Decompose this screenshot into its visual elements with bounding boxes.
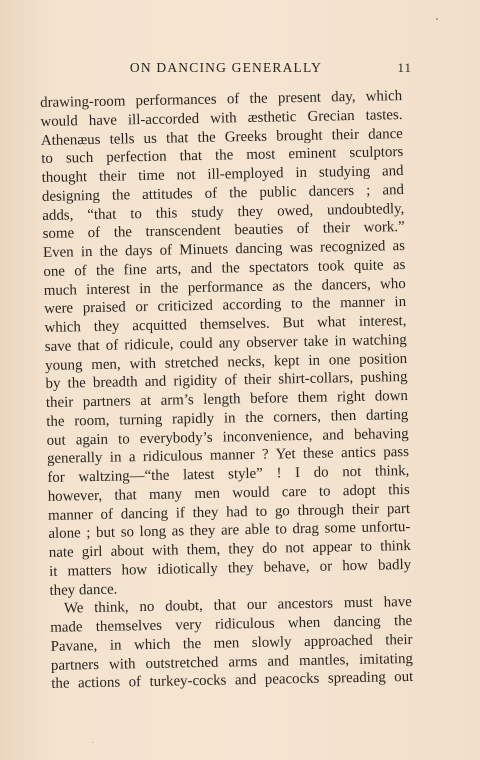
text-line: partners with outstretched arms and mantles, imitating: [50, 650, 414, 674]
page-number: 11: [397, 60, 412, 75]
text-line: the room, turning rapidly in the corners, then darting: [46, 406, 409, 430]
paper-speck: [436, 18, 438, 20]
text-line: would have ill-accorded with æsthetic Grecian tastes.: [40, 106, 403, 130]
text-line: save that of ridicule, could any observer take in watching: [44, 331, 407, 355]
text-line: designing the attitudes of the public dancers ; and: [41, 181, 405, 205]
paper-speck: [92, 742, 93, 743]
text-line: generally in a ridiculous manner ? Yet these antics pass: [46, 444, 410, 468]
text-line: some of the transcendent beauties of their work.”: [42, 219, 405, 243]
text-line: their partners at arm’s length before them right down: [45, 387, 409, 411]
text-line: by the breadth and rigidity of their shirt-collars, pushing: [45, 369, 408, 393]
text-line: alone ; but so long as they are able to drag some unfortu-: [48, 519, 411, 543]
text-line: young men, with stretched necks, kept in one position: [45, 350, 408, 374]
text-line: manner of dancing if they had to go through their part: [47, 500, 411, 524]
text-line: to such perfection that the most eminent sculptors: [41, 144, 404, 168]
running-head: ON DANCING GENERALLY: [129, 60, 323, 75]
text-line: drawing-room performances of the present day, which: [40, 88, 403, 111]
text-line: they dance.: [49, 581, 118, 599]
text-line: for waltzing—“the latest style” ! I do not think,: [47, 462, 410, 486]
text-line: were praised or criticized according to the manner in: [43, 294, 407, 318]
text-line: much interest in the performance as the dancers, who: [43, 275, 406, 299]
text-line: which they acquitted themselves. But what interest,: [44, 313, 407, 336]
text-line: Pavane, in which the men slowly approached their: [50, 631, 413, 655]
text-line: however, that many men would care to adopt this: [47, 481, 410, 505]
text-line: nate girl about with them, they do not appear to think: [48, 537, 411, 561]
text-line: made themselves very ridiculous when dancing the: [50, 612, 413, 636]
text-line: thought their time not ill-employed in studying and: [41, 163, 404, 186]
text-line: adds, “that to this study they owed, undoubtedly,: [42, 200, 405, 224]
text-line: out again to everybody’s inconvenience, and behaving: [46, 425, 409, 449]
text-line: We think, no doubt, that our ancestors must have: [63, 594, 412, 617]
text-line: Even in the days of Minuets dancing was recognized as: [42, 238, 406, 261]
text-line: the actions of turkey-cocks and peacocks spreading out: [51, 669, 414, 693]
text-line: Athenæus tells us that the Greeks brought their dance: [40, 125, 403, 149]
page-header: [40, 60, 412, 78]
text-line: it matters how idiotically they behave, or how badly: [49, 556, 412, 580]
text-line: one of the fine arts, and the spectators took quite as: [43, 256, 406, 280]
body-text: [40, 87, 413, 694]
